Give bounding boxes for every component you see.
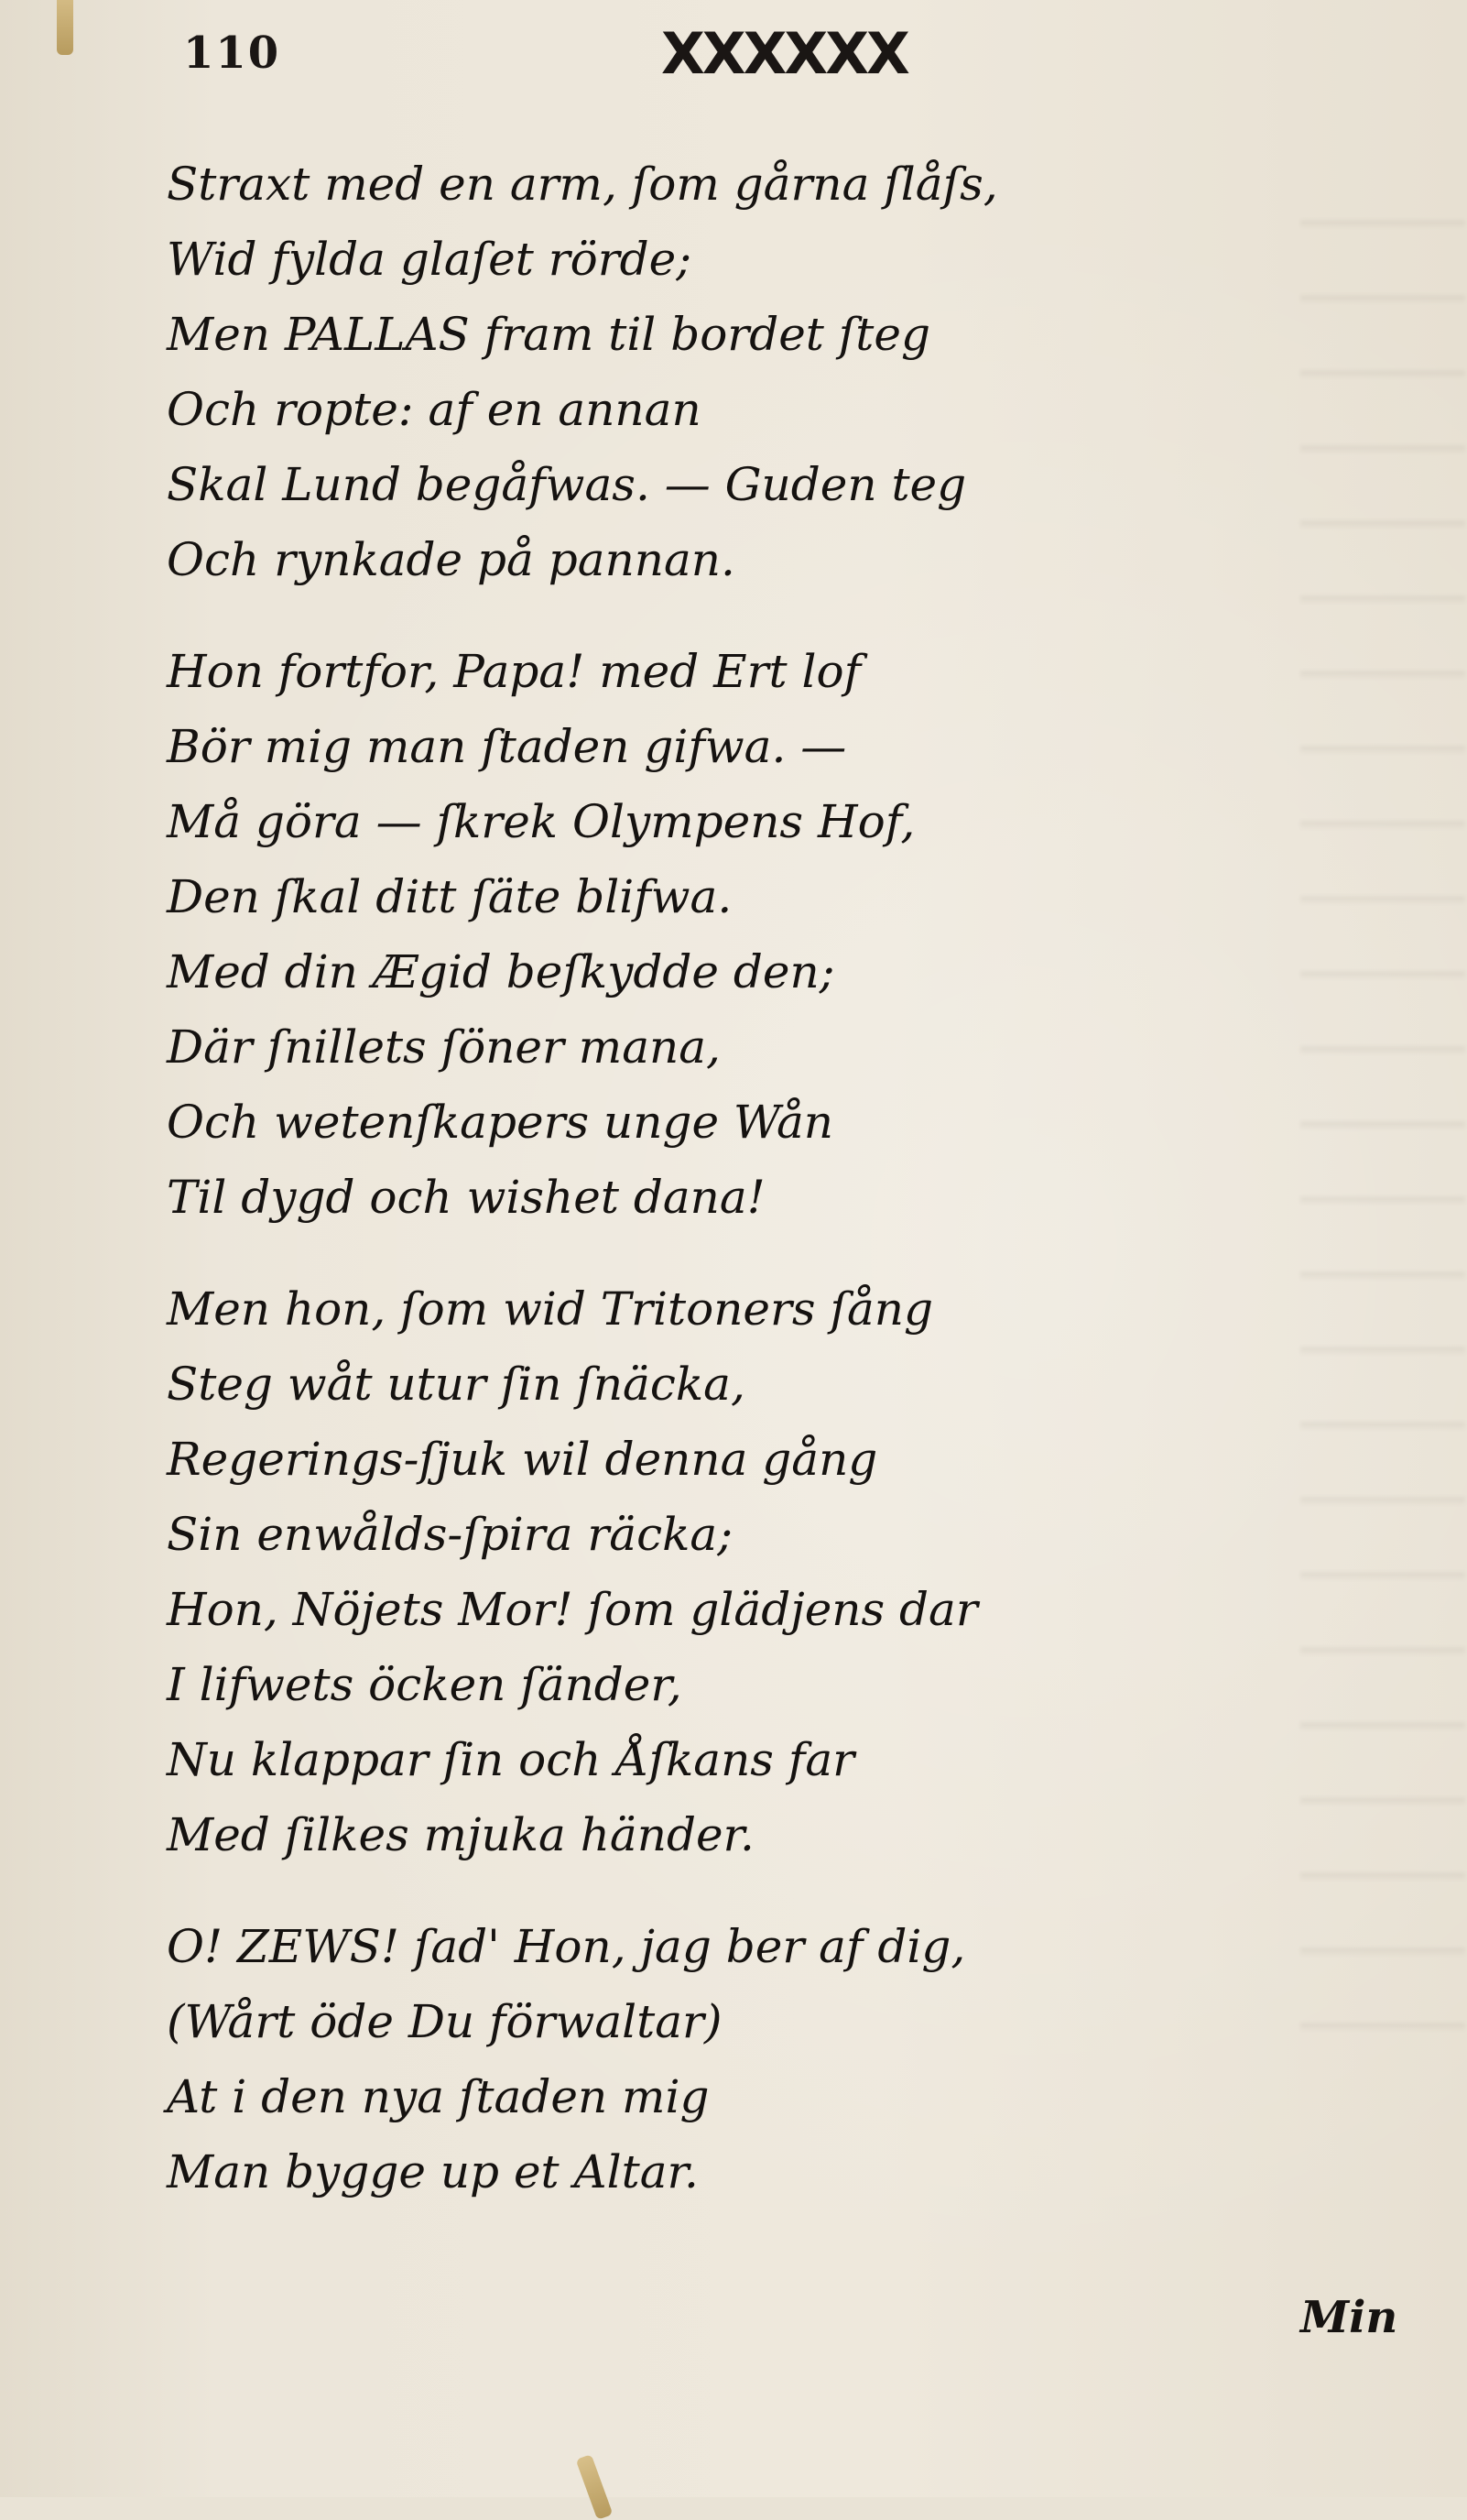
verse-line: Men PALLAS fram til bordet ſteg: [167, 308, 930, 361]
stanza: [167, 634, 1082, 1235]
poem-body: [167, 147, 1082, 2209]
pin-mark: [57, 0, 73, 55]
verse-line: Den ſkal ditt ſäte blifwa.: [167, 870, 733, 923]
verse-line: Och wetenſkapers unge Wån: [167, 1096, 833, 1149]
verse-line: Och ropte: af en annan: [167, 383, 701, 436]
stanza: [167, 1909, 1082, 2209]
verse-line: Bör mig man ſtaden gifwa. —: [167, 720, 847, 773]
verse-line: Hon fortfor, Papa! med Ert lof: [167, 645, 862, 698]
verse-line: Sin enwålds-ſpira räcka;: [167, 1508, 734, 1561]
verse-line: Steg wåt utur ſin ſnäcka,: [167, 1358, 745, 1411]
verse-line: Skal Lund begåfwas. — Guden teg: [167, 458, 967, 511]
verse-line: Där ſnillets ſöner mana,: [167, 1020, 721, 1074]
pin-mark: [576, 2454, 614, 2520]
verse-line: Hon, Nöjets Mor! ſom glädjens dar: [167, 1583, 978, 1636]
verse-line: Wid fylda glaſet rörde;: [167, 233, 692, 286]
verse-line: Regerings-ſjuk wil denna gång: [167, 1433, 878, 1486]
show-through-text: [1300, 165, 1465, 2089]
verse-line: Och rynkade på pannan.: [167, 533, 735, 586]
verse-line: Med din Ægid beſkydde den;: [167, 945, 835, 998]
stanza: [167, 147, 1082, 597]
verse-line: At i den nya ſtaden mig: [167, 2070, 710, 2123]
verse-line: Man bygge up et Altar.: [167, 2145, 699, 2198]
verse-line: Til dygd och wishet dana!: [167, 1171, 766, 1224]
verse-line: I lifwets öcken ſänder,: [167, 1658, 682, 1711]
page-header: [183, 20, 1026, 93]
catchword: Min: [1300, 2292, 1398, 2343]
stanza: [167, 1271, 1082, 1872]
verse-line: Straxt med en arm, ſom gårna ſlåſs,: [167, 158, 998, 211]
verse-line: Nu klappar ſin och Åſkans far: [167, 1733, 855, 1786]
verse-line: O! ZEWS! ſad' Hon, jag ber af dig,: [167, 1920, 966, 1973]
verse-line: Men hon, ſom wid Tritoners ſång: [167, 1282, 933, 1336]
verse-line: Med ſilkes mjuka händer.: [167, 1808, 755, 1861]
verse-line: Må göra — ſkrek Olympens Hof,: [167, 795, 916, 848]
page-number: 110: [183, 27, 281, 79]
verse-line: (Wårt öde Du förwaltar): [167, 1995, 723, 2048]
header-ornament: XXXXXX: [661, 20, 907, 87]
